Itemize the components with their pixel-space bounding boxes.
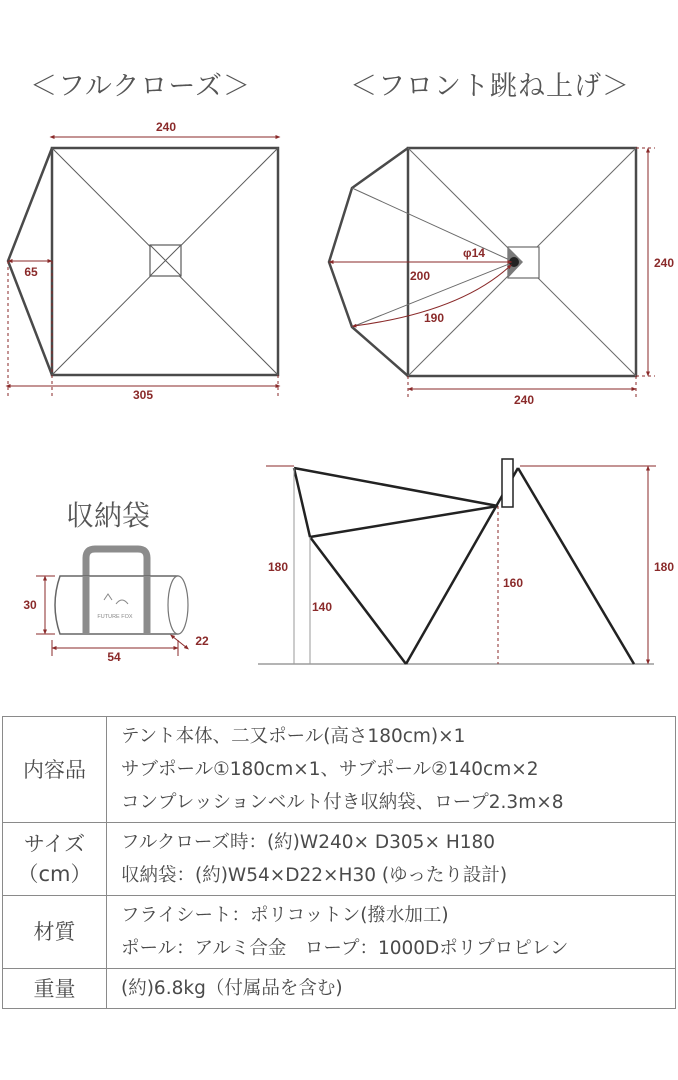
spec-key-contents: 内容品 [3,717,107,823]
spec-material-line-2: ポール：アルミ合金 ロープ：1000Dポリプロピレン [121,938,569,959]
side-pole-height: 140 [311,600,333,614]
side-mid-height: 160 [502,576,524,590]
spec-size-line-2: 収納袋：(約)W54×D22×H30 (ゆったり設計) [121,865,508,886]
full-close-bottom-dim: 305 [132,388,154,402]
bag-logo: FUTURE FOX [97,614,133,620]
full-close-heading: ＜フルクローズ＞ [30,71,252,102]
spec-table [2,716,676,1009]
front-raise-plan [329,148,674,407]
front-raise-right-dim: 240 [653,256,675,270]
bag-body [55,576,185,634]
full-close-plan [8,120,278,402]
spec-row-size [3,823,676,896]
spec-contents-line-1: テント本体、二又ポール(高さ180cm)×1 [121,726,466,747]
bag-width-dim: 54 [107,650,121,664]
front-raise-heading: ＜フロント跳ね上げ＞ [350,71,630,102]
spec-material-line-1: フライシート：ポリコットン(撥水加工) [121,905,449,926]
front-raise-200-dim: 200 [409,269,431,283]
spec-contents-line-3: コンプレッションベルト付き収納袋、ロープ2.3m×8 [121,792,564,813]
front-raise-190-dim: 190 [423,311,445,325]
bag-depth-dim: 22 [195,634,209,648]
pole-cap [502,459,513,507]
full-close-side-dim: 65 [24,265,38,279]
spec-size-line-1: フルクローズ時：(約)W240× D305× H180 [121,832,496,853]
spec-key-material: 材質 [3,896,107,969]
spec-row-contents [3,717,676,823]
spec-key-size: サイズ （cm） [3,823,107,896]
spec-key-weight: 重量 [3,969,107,1009]
front-raise-bottom-dim: 240 [513,393,535,407]
side-left-height: 180 [267,560,289,574]
pole-position-marker [509,257,519,267]
spec-row-weight [3,969,676,1009]
bag-heading: 収納袋 [66,499,151,532]
storage-bag-drawing [23,549,209,664]
side-right-height: 180 [653,560,675,574]
spec-row-material [3,896,676,969]
bag-height-dim: 30 [23,598,37,612]
front-raise-phi-label: φ14 [463,246,485,260]
spec-weight-line-1: (約)6.8kg（付属品を含む) [121,978,343,999]
side-view [258,459,674,664]
full-close-top-dim: 240 [155,120,177,134]
spec-contents-line-2: サブポール①180cm×1、サブポール②140cm×2 [121,759,539,780]
